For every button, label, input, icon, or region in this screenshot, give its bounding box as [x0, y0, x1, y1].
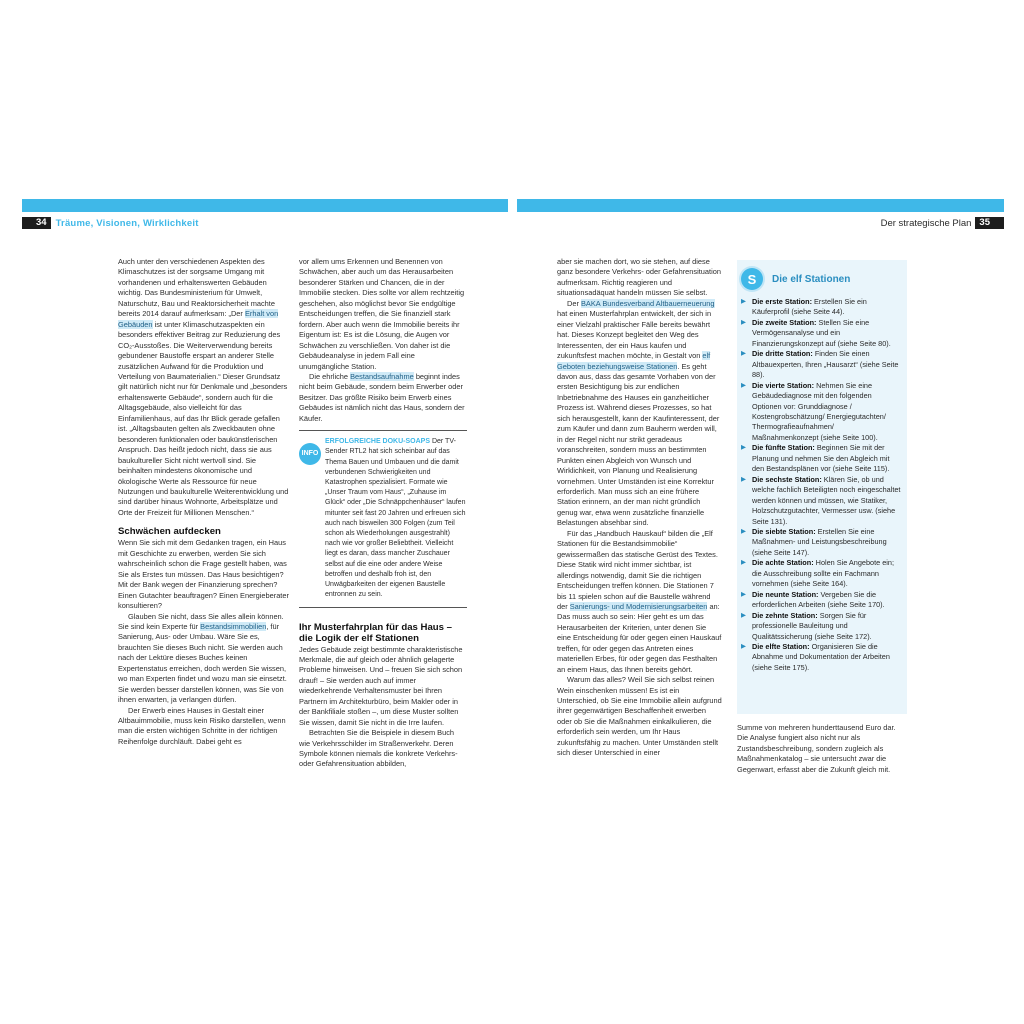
- paragraph: Jedes Gebäude zeigt bestimmte charakteristische Merkmale, die auf gleich oder ähnlich gelagerte Probleme hinweisen. Und – freuen Sie sich schon drauf! – Sie werden auch auf immer wiederkehrende Verhaltensmuster bei Ihren Partnern im Architekturbüro, beim Makler oder in der Bankfiliale stoßen –, um diese Muster sollten Sie wissen, damit Sie nicht in die Irre laufen.: [299, 644, 463, 727]
- station-description: Sorgen Sie für professionelle Bauleitung und Qualitätssicherung (siehe Seite 172).: [752, 610, 872, 641]
- station-item: [741, 558, 901, 589]
- text-run: Auch unter den verschiedenen Aspekten des Klimaschutzes ist der sorgsame Umgang mit vorhandenen und erhaltenswerten Gebäuden wichtig. Das Bundesministerium für Umwelt, Naturschutz, Bau und Reaktorsicherheit machte bereits 2014 darauf aufmerksam: „Der: [118, 257, 275, 319]
- station-text: [752, 318, 901, 349]
- glossary-link[interactable]: BAKA Bundesverband Altbauerneuerung: [580, 298, 715, 308]
- glossary-link[interactable]: Erhalt von Gebäuden: [118, 309, 279, 329]
- top-accent-bar-right: [517, 199, 1004, 212]
- text-run: Glauben Sie nicht, dass Sie alles allein können. Sie sind kein Experte für: [118, 611, 284, 631]
- divider: [299, 430, 467, 431]
- station-item: [741, 611, 901, 642]
- text-run: ist unter Klimaschutzaspekten ein besonders effektiver Beitrag zur Reduzierung des CO₂-Ausstoßes. Die Weiterverwendung bereits gebundener Baustoffe erspart an anderer Stelle zusätzlichen Aufwand für die Produktion und Verteilung von Baumaterialien.“ Dieser Grundsatz gilt natürlich nicht nur für Denkmale und „besonders erhaltenswerte Gebäude“, sondern auch für die Alltagsgebäude, also vielleicht für das Einfamilienhaus, auf das Ihr Blick gerade gefallen ist. „Alltagsbauten gelten als Zweckbauten ohne besonderen funktionalen oder baukünstlerischen Anspruch. Das heißt jedoch nicht, dass sie aus baukultureller Sicht nicht wertvoll sind. Sie beinhalten mindestens ökonomische und ökologische Werte als Ressource für neue Nutzungen und baukulturelle Weiterentwicklung und sind darüber hinaus Wohnorte, Arbeitsplätze und Orte der Freizeit für Millionen Menschen.“: [118, 319, 289, 517]
- station-text: [752, 443, 901, 474]
- top-accent-bar-left: [22, 199, 508, 212]
- station-description: Klären Sie, ob und welche fachlich Beteiligten noch eingeschaltet werden können und müssen, wie Statiker, Holzschutzgutachter, Vermesser usw. (siehe Seite 131).: [752, 474, 901, 526]
- running-header-left: [22, 217, 199, 229]
- info-text: [325, 437, 467, 600]
- station-item: [741, 297, 901, 318]
- glossary-link[interactable]: Bestandsimmobilien: [200, 621, 267, 631]
- s-icon: S: [741, 268, 763, 290]
- stations-box-title: Die elf Stationen: [772, 273, 851, 285]
- station-description: Erstellen Sie ein Käuferprofil (siehe Seite 44).: [752, 297, 867, 317]
- station-text: [752, 349, 901, 380]
- text-run: beginnt indes nicht beim Gebäude, sondern beim Erwerber oder Besitzer. Das größte Risiko beim Erwerb eines Gebäudes ist nämlich nicht das Haus, sondern der Käufer.: [299, 371, 465, 423]
- paragraph: vor allem ums Erkennen und Benennen von Schwächen, aber auch um das Herausarbeiten besonderer Stärken und Chancen, die in der Immobilie stecken. Dies sollte vor allem rechtzeitig geschehen, also möglichst bevor Sie endgültige Entscheidungen treffen, die Sie finanziell stark fordern. Aber auch wenn die Immobilie bereits ihr Eigentum ist: Es ist die Lösung, die Augen vor Schwächen zu verschließen. Von daher ist die Gebäudeanalyse in jedem Fall eine unumgängliche Station.: [299, 257, 465, 371]
- paragraph: [557, 529, 722, 675]
- stations-box-header: [737, 268, 907, 290]
- chapter-title-left: Träume, Visionen, Wirklichkeit: [55, 217, 199, 229]
- station-description: Nehmen Sie eine Gebäudediagnose mit den folgenden Optionen vor: Grunddiagnose / Kostengrobschätzung/ Energiegutachten/ Thermografieaufnahmen/ Maßnahmenkonzept (siehe Seite 100).: [752, 380, 886, 442]
- section-heading: Schwächen aufdecken: [118, 526, 221, 538]
- text-run: , für Sanierung, Aus- oder Umbau. Wäre Sie es, brauchten Sie dieses Buch nicht. Sie werden auch nach der Lektüre dieses Buches keinen Expertenstatus erreichen, doch werden Sie wissen, wo man Experten findet und wozu man sie einsetzt. Sie werden besser darstellen können, was Sie von ihnen erwarten, ja verlangen dürfen.: [118, 621, 287, 705]
- station-item: [741, 642, 901, 673]
- station-name: Die sechste Station:: [752, 474, 822, 484]
- stations-list: [737, 297, 907, 673]
- station-description: Stellen Sie eine Vermögensanalyse und ein Finanzierungskonzept auf (siehe Seite 80).: [752, 317, 891, 348]
- text-column-4: [737, 723, 907, 775]
- station-name: Die dritte Station:: [752, 349, 813, 359]
- station-text: [752, 297, 901, 318]
- info-icon: INFO: [299, 443, 321, 465]
- triangle-bullet-icon: ▶: [741, 381, 746, 389]
- paragraph: [118, 612, 290, 706]
- paragraph: Warum das alles? Weil Sie sich selbst reinen Wein einschenken müssen! Es ist ein Unterschied, ob Sie eine Immobilie allein aufgrund ihrer gegenwärtigen Beschaffenheit erwerben oder ob Sie die Maßnahmen einkalkulieren, die erforderlich sein werden, um Ihr Haus zukunftsfähig zu machen. Unter Umständen stellt sich dieser Unterschied in einer: [557, 675, 722, 758]
- paragraph: aber sie machen dort, wo sie stehen, auf diese ganz besondere Verkehrs- oder Gefahrensituation aufmerksam. Richtig reagieren und situationsadäquat handeln müssen Sie selbst.: [557, 257, 721, 298]
- text-run: Die ehrliche: [309, 371, 351, 381]
- station-name: Die elfte Station:: [752, 641, 810, 651]
- triangle-bullet-icon: ▶: [741, 350, 746, 358]
- triangle-bullet-icon: ▶: [741, 444, 746, 452]
- station-item: [741, 349, 901, 380]
- paragraph: [299, 372, 467, 424]
- station-item: [741, 527, 901, 558]
- page-number-left: 34: [22, 217, 51, 229]
- section-heading: Ihr Musterfahrplan für das Haus – die Logik der elf Stationen: [299, 621, 452, 644]
- station-name: Die siebte Station:: [752, 526, 816, 536]
- text-column-2: [299, 257, 467, 770]
- text-column-1: [118, 257, 290, 747]
- station-name: Die achte Station:: [752, 558, 814, 568]
- station-description: Beginnen Sie mit der Planung und nehmen Sie den Abgleich mit den Bestandsplänen vor (siehe Seite 115).: [752, 443, 890, 474]
- station-description: Vergeben Sie die erforderlichen Arbeiten (siehe Seite 170).: [752, 589, 885, 610]
- stations-box: [737, 260, 907, 714]
- text-column-3: [557, 257, 722, 759]
- triangle-bullet-icon: ▶: [741, 527, 746, 535]
- station-text: [752, 558, 901, 589]
- station-item: [741, 443, 901, 474]
- station-text: [752, 611, 901, 642]
- station-name: Die erste Station:: [752, 297, 813, 306]
- glossary-link[interactable]: Bestandsaufnahme: [350, 371, 414, 381]
- paragraph: [118, 257, 290, 518]
- triangle-bullet-icon: ▶: [741, 559, 746, 567]
- triangle-bullet-icon: ▶: [741, 475, 746, 483]
- paragraph: [557, 299, 722, 529]
- paragraph: Summe von mehreren hunderttausend Euro dar. Die Analyse fungiert also nicht nur als Zustandsbeschreibung, sondern zugleich als Maßnahmenkatalog – sie untersucht zwar die Gegenwart, erfasst aber die Zukunft gleich mit.: [737, 723, 896, 774]
- station-description: Organisieren Sie die Abnahme und Dokumentation der Arbeiten (siehe Seite 175).: [752, 641, 890, 672]
- text-run: . Es geht davon aus, dass das gesamte Vorhaben von der ersten Besichtigung bis zur endlichen Inbetriebnahme des Hauses ein ganzheitlicher Prozess ist. Während dieses Prozesses, so hat sich herausgestellt, kann der Kaufinteressent, der zum Käufer und dann zum Bauherrn werden will, in der Regel nicht nur strikt geradeaus voranschreiten, sondern muss an bestimmten Punkten einen Abgleich von Wunsch und Wirklichkeit, von Planung und Realisierung vornehmen. Unter Umständen ist eine Korrektur erforderlich. Man muss sich an eine frühere Station erinnern, an der man nicht gründlich genug war, etwa wenn zusätzliche finanzielle Belastungen absehbar sind.: [557, 361, 720, 528]
- station-item: [741, 318, 901, 349]
- station-text: [752, 590, 901, 611]
- station-text: [752, 642, 901, 673]
- triangle-bullet-icon: ▶: [741, 298, 746, 305]
- text-run: Der: [567, 298, 581, 308]
- station-name: Die zweite Station:: [752, 317, 817, 327]
- text-run: an: Das muss auch so sein: Hier geht es um das Herausarbeiten der Kriterien, unter denen Sie eine Entscheidung für oder gegen einen Hauskauf treffen, für oder gegen das Antreten eines materiellen Erbes, für oder gegen das Festhalten an einem Haus, das Ihnen bereits gehört.: [557, 601, 722, 674]
- station-name: Die neunte Station:: [752, 589, 819, 599]
- page-number-right: 35: [975, 217, 1004, 229]
- text-run: Für das „Handbuch Hauskauf“ bilden die „Elf Stationen für die Bestandsimmobilie“ gewissermaßen das statische Gerüst des Textes. Diese Statik wird nicht immer sichtbar, ist allerdings notwendig, damit Sie die richtigen Entscheidungen treffen können. Die Stationen 7 bis 11 spielen schon auf die Baustelle während der: [557, 528, 718, 611]
- triangle-bullet-icon: ▶: [741, 611, 746, 619]
- info-body: Der TV-Sender RTL2 hat sich scheinbar auf das Thema Bauen und Umbauen und die damit verbundenen Schwierigkeiten und Katastrophen spezialisiert. Formate wie „Unser Traum vom Haus“, „Zuhause im Glück“ oder „Die Schnäppchenhäuser“ laufen mitunter seit fast 20 Jahren und erfreuen sich auch nach bisweilen 300 Folgen (zum Teil schon als Wiederholungen ausgestrahlt) nach wie vor großer Beliebtheit. Vielleicht liegt es daran, dass mancher Zuschauer selbst auf die eine oder andere Weise betroffen und deshalb froh ist, den Unwägbarkeiten der eigenen Baustelle entronnen zu sein.: [325, 438, 466, 599]
- chapter-title-right: Der strategische Plan: [880, 217, 972, 229]
- triangle-bullet-icon: ▶: [741, 642, 746, 650]
- glossary-link[interactable]: elf Geboten beziehungsweise Stationen: [557, 351, 711, 371]
- station-name: Die zehnte Station:: [752, 610, 818, 620]
- station-description: Holen Sie Angebote ein; die Ausschreibung sollte ein Fachmann vornehmen (siehe Seite 164).: [752, 558, 894, 589]
- text-run: hat einen Musterfahrplan entwickelt, der sich in einer Vielzahl praktischer Fälle bereits bewährt hat. Dieses Konzept begleitet den Weg des Interessenten, der ein Haus kaufen und zukunftsfest machen möchte, in Gestalt von: [557, 309, 712, 361]
- station-text: [752, 381, 901, 444]
- station-text: [752, 527, 901, 558]
- info-box: [299, 437, 467, 600]
- running-header-right: [881, 217, 1004, 229]
- glossary-link[interactable]: Sanierungs- und Modernisierungsarbeiten: [569, 601, 708, 611]
- paragraph: Wenn Sie sich mit dem Gedanken tragen, ein Haus mit Geschichte zu erwerben, werden Sie sich wahrscheinlich schon die Frage gestellt haben, was Sie als Erstes tun müssen. Das Haus besichtigen? Mit der Bank wegen der Finanzierung sprechen? Einen Gutachter beauftragen? Einen Energieberater konsultieren?: [118, 538, 289, 611]
- paragraph: Der Erwerb eines Hauses in Gestalt einer Altbauimmobilie, muss kein Risiko darstellen, wenn man die ersten wichtigen Schritte in der richtigen Reihenfolge durchläuft. Dabei geht es: [118, 705, 286, 746]
- station-item: [741, 590, 901, 611]
- station-name: Die fünfte Station:: [752, 443, 815, 453]
- triangle-bullet-icon: ▶: [741, 590, 746, 598]
- station-name: Die vierte Station:: [752, 380, 815, 390]
- station-description: Erstellen Sie eine Maßnahmen- und Leistungsbeschreibung (siehe Seite 147).: [752, 526, 887, 557]
- paragraph: Betrachten Sie die Beispiele in diesem Buch wie Verkehrsschilder im Straßenverkehr. Deren Symbole können niemals die konkrete Verkehrs- oder Gefahrensituation abbilden,: [299, 728, 458, 769]
- triangle-bullet-icon: ▶: [741, 318, 746, 326]
- info-heading: ERFOLGREICHE DOKU-SOAPS: [325, 438, 431, 446]
- station-item: [741, 475, 901, 527]
- station-text: [752, 475, 901, 527]
- divider: [299, 607, 467, 608]
- station-description: Finden Sie einen Altbauexperten, Ihren „Hausarzt“ (siehe Seite 88).: [752, 349, 899, 380]
- station-item: [741, 381, 901, 444]
